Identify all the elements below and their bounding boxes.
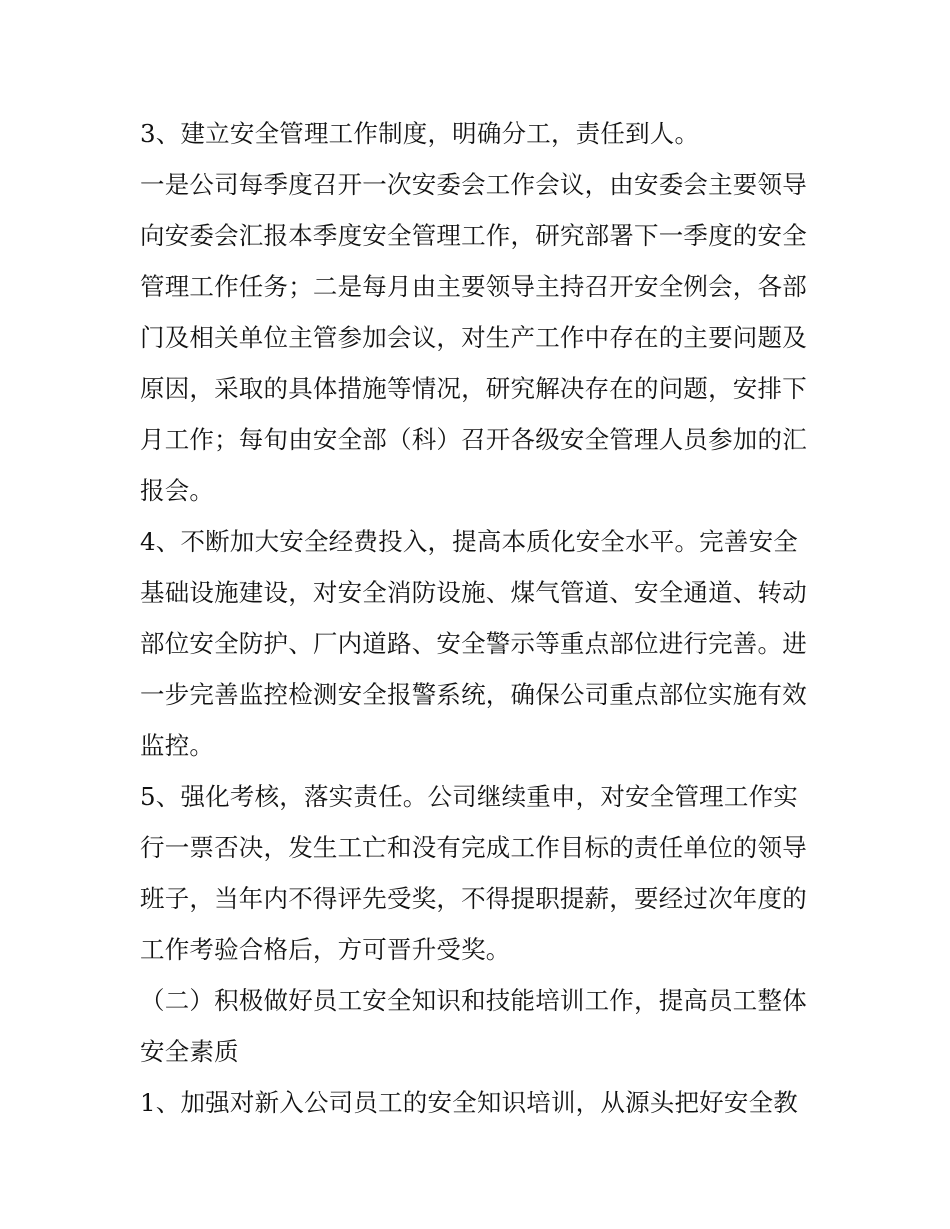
text-line-4: 管理工作任务；二是每月由主要领导主持召开安全例会，各部 (140, 272, 807, 301)
text-line-2: 一是公司每季度召开一次安委会工作会议，由安委会主要领导 (140, 170, 807, 199)
text-line-20: 1、加强对新入公司员工的安全知识培训，从源头把好安全教 (140, 1088, 798, 1117)
text-line-11: 部位安全防护、厂内道路、安全警示等重点部位进行完善。进 (140, 629, 807, 658)
text-line-1: 3、建立安全管理工作制度，明确分工，责任到人。 (140, 119, 700, 148)
text-line-12: 一步完善监控检测安全报警系统，确保公司重点部位实施有效 (140, 680, 807, 709)
text-line-17: 工作考验合格后，方可晋升受奖。 (140, 935, 511, 964)
text-line-6: 原因，采取的具体措施等情况，研究解决存在的问题，安排下 (140, 374, 807, 403)
text-line-10: 基础设施建设，对安全消防设施、煤气管道、安全通道、转动 (140, 578, 807, 607)
document-body (140, 108, 820, 1128)
text-line-3: 向安委会汇报本季度安全管理工作，研究部署下一季度的安全 (140, 221, 807, 250)
text-line-16: 班子，当年内不得评先受奖，不得提职提薪，要经过次年度的 (140, 884, 807, 913)
text-line-5: 门及相关单位主管参加会议，对生产工作中存在的主要问题及 (140, 323, 807, 352)
text-line-15: 行一票否决，发生工亡和没有完成工作目标的责任单位的领导 (140, 833, 807, 862)
text-line-18: （二）积极做好员工安全知识和技能培训工作，提高员工整体 (140, 986, 807, 1015)
text-line-19: 安全素质 (140, 1037, 239, 1066)
text-line-7: 月工作；每旬由安全部（科）召开各级安全管理人员参加的汇 (140, 425, 807, 454)
text-line-9: 4、不断加大安全经费投入，提高本质化安全水平。完善安全 (140, 527, 798, 556)
text-line-14: 5、强化考核，落实责任。公司继续重申，对安全管理工作实 (140, 782, 798, 811)
text-line-13: 监控。 (140, 731, 215, 760)
text-line-8: 报会。 (140, 476, 215, 505)
